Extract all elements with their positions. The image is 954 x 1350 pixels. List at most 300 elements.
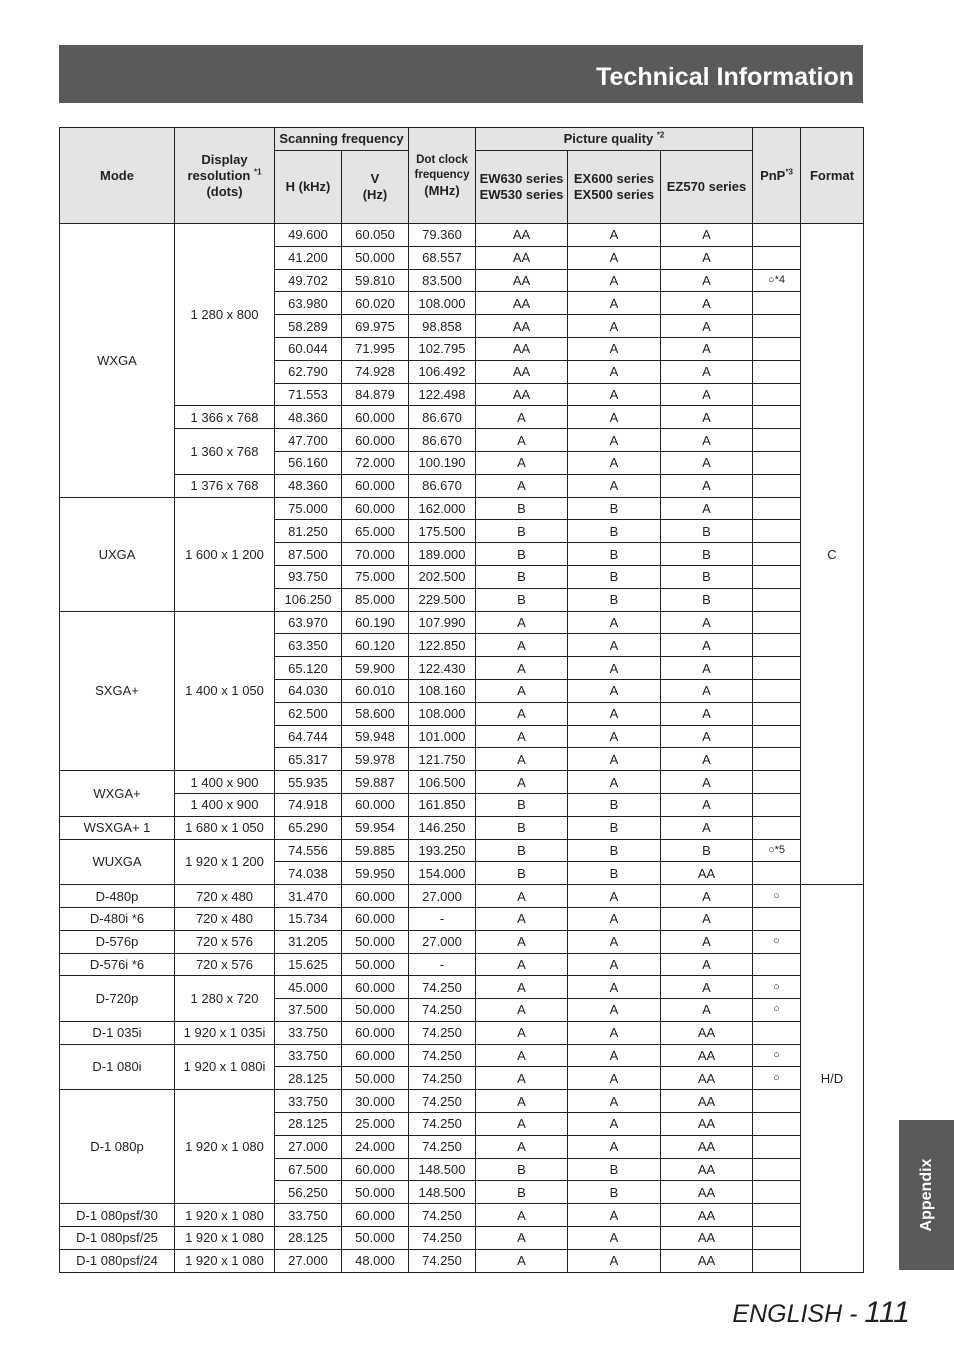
quality-ez-cell: B bbox=[661, 839, 753, 862]
quality-ew-cell: A bbox=[476, 702, 568, 725]
mode-cell: WUXGA bbox=[60, 839, 175, 885]
v-hz-cell: 60.050 bbox=[342, 224, 409, 247]
table-row bbox=[60, 976, 864, 999]
pnp-cell bbox=[753, 337, 801, 360]
v-hz-cell: 60.000 bbox=[342, 1158, 409, 1181]
mode-cell: D-1 080psf/30 bbox=[60, 1204, 175, 1227]
quality-ez-cell: A bbox=[661, 474, 753, 497]
h-khz-cell: 33.750 bbox=[275, 1090, 342, 1113]
quality-ez-cell: A bbox=[661, 793, 753, 816]
quality-ew-cell: AA bbox=[476, 383, 568, 406]
quality-ex-cell: A bbox=[568, 907, 661, 930]
table-row bbox=[60, 1090, 864, 1113]
quality-ez-cell: A bbox=[661, 816, 753, 839]
v-hz-cell: 60.000 bbox=[342, 976, 409, 999]
dot-clock-cell: 122.498 bbox=[409, 383, 476, 406]
dot-clock-cell: 27.000 bbox=[409, 885, 476, 908]
quality-ew-cell: AA bbox=[476, 292, 568, 315]
dot-clock-cell: 83.500 bbox=[409, 269, 476, 292]
mode-cell: D-1 035i bbox=[60, 1021, 175, 1044]
dot-clock-cell: 154.000 bbox=[409, 862, 476, 885]
dot-clock-cell: 162.000 bbox=[409, 497, 476, 520]
quality-ew-cell: B bbox=[476, 588, 568, 611]
quality-ex-cell: B bbox=[568, 1181, 661, 1204]
v-hz-cell: 60.000 bbox=[342, 406, 409, 429]
col-ez-series: EZ570 series bbox=[661, 151, 753, 224]
dot-clock-cell: 148.500 bbox=[409, 1181, 476, 1204]
resolution-cell: 1 600 x 1 200 bbox=[175, 497, 275, 611]
v-hz-cell: 59.950 bbox=[342, 862, 409, 885]
pnp-cell: ○ bbox=[753, 1044, 801, 1067]
col-ex-series-label: EX600 series EX500 series bbox=[573, 171, 655, 202]
pnp-cell bbox=[753, 497, 801, 520]
quality-ex-cell: A bbox=[568, 976, 661, 999]
dot-clock-cell: 102.795 bbox=[409, 337, 476, 360]
h-khz-cell: 49.702 bbox=[275, 269, 342, 292]
dot-clock-cell: 108.000 bbox=[409, 702, 476, 725]
h-khz-cell: 67.500 bbox=[275, 1158, 342, 1181]
v-hz-cell: 25.000 bbox=[342, 1113, 409, 1136]
quality-ew-cell: A bbox=[476, 1113, 568, 1136]
h-khz-cell: 27.000 bbox=[275, 1249, 342, 1272]
table-row bbox=[60, 839, 864, 862]
signal-list-table bbox=[59, 127, 864, 1273]
dot-clock-cell: 202.500 bbox=[409, 565, 476, 588]
v-hz-cell: 60.120 bbox=[342, 634, 409, 657]
h-khz-cell: 49.600 bbox=[275, 224, 342, 247]
quality-ew-cell: A bbox=[476, 1227, 568, 1250]
quality-ew-cell: A bbox=[476, 907, 568, 930]
pnp-cell bbox=[753, 771, 801, 794]
col-ex-series bbox=[568, 151, 661, 224]
table-row bbox=[60, 429, 864, 452]
col-scanning-frequency: Scanning frequency bbox=[275, 128, 409, 151]
pnp-cell bbox=[753, 816, 801, 839]
quality-ex-cell: A bbox=[568, 885, 661, 908]
quality-ew-cell: A bbox=[476, 953, 568, 976]
v-hz-cell: 24.000 bbox=[342, 1135, 409, 1158]
pnp-cell bbox=[753, 1135, 801, 1158]
resolution-cell: 1 920 x 1 080 bbox=[175, 1204, 275, 1227]
pnp-cell: ○ bbox=[753, 976, 801, 999]
quality-ew-cell: A bbox=[476, 657, 568, 680]
col-pnp-label: PnP bbox=[760, 167, 786, 183]
quality-ez-cell: A bbox=[661, 429, 753, 452]
footnote-2: *2 bbox=[656, 130, 665, 140]
resolution-cell: 720 x 576 bbox=[175, 930, 275, 953]
v-hz-cell: 60.000 bbox=[342, 907, 409, 930]
resolution-cell: 1 400 x 1 050 bbox=[175, 611, 275, 771]
dot-clock-cell: 100.190 bbox=[409, 451, 476, 474]
pnp-cell bbox=[753, 1181, 801, 1204]
h-khz-cell: 63.350 bbox=[275, 634, 342, 657]
quality-ez-cell: AA bbox=[661, 1158, 753, 1181]
v-hz-cell: 59.978 bbox=[342, 748, 409, 771]
col-display-resolution-label: Display resolution bbox=[187, 151, 251, 183]
quality-ex-cell: A bbox=[568, 1227, 661, 1250]
resolution-cell: 1 920 x 1 080 bbox=[175, 1227, 275, 1250]
footnote-1: *1 bbox=[253, 167, 262, 177]
quality-ez-cell: A bbox=[661, 657, 753, 680]
quality-ew-cell: B bbox=[476, 520, 568, 543]
v-hz-cell: 71.995 bbox=[342, 337, 409, 360]
h-khz-cell: 48.360 bbox=[275, 406, 342, 429]
quality-ez-cell: A bbox=[661, 497, 753, 520]
h-khz-cell: 71.553 bbox=[275, 383, 342, 406]
h-khz-cell: 28.125 bbox=[275, 1067, 342, 1090]
resolution-cell: 1 920 x 1 080 bbox=[175, 1249, 275, 1272]
h-khz-cell: 64.744 bbox=[275, 725, 342, 748]
table-row bbox=[60, 907, 864, 930]
quality-ez-cell: A bbox=[661, 269, 753, 292]
quality-ew-cell: B bbox=[476, 862, 568, 885]
dot-clock-cell: 101.000 bbox=[409, 725, 476, 748]
quality-ez-cell: A bbox=[661, 679, 753, 702]
h-khz-cell: 65.290 bbox=[275, 816, 342, 839]
footer-language: ENGLISH - bbox=[732, 1300, 865, 1328]
resolution-cell: 1 680 x 1 050 bbox=[175, 816, 275, 839]
quality-ew-cell: AA bbox=[476, 315, 568, 338]
quality-ez-cell: A bbox=[661, 246, 753, 269]
pnp-cell bbox=[753, 953, 801, 976]
col-v-label: V bbox=[370, 171, 380, 186]
quality-ew-cell: B bbox=[476, 793, 568, 816]
h-khz-cell: 48.360 bbox=[275, 474, 342, 497]
dot-clock-cell: 74.250 bbox=[409, 1204, 476, 1227]
pnp-cell bbox=[753, 1113, 801, 1136]
col-picture-quality bbox=[476, 128, 753, 151]
pnp-cell bbox=[753, 1204, 801, 1227]
dot-clock-cell: 108.000 bbox=[409, 292, 476, 315]
resolution-cell: 1 366 x 768 bbox=[175, 406, 275, 429]
h-khz-cell: 62.790 bbox=[275, 360, 342, 383]
quality-ex-cell: A bbox=[568, 1021, 661, 1044]
v-hz-cell: 69.975 bbox=[342, 315, 409, 338]
quality-ex-cell: A bbox=[568, 953, 661, 976]
v-hz-cell: 85.000 bbox=[342, 588, 409, 611]
quality-ez-cell: B bbox=[661, 543, 753, 566]
v-hz-cell: 48.000 bbox=[342, 1249, 409, 1272]
h-khz-cell: 15.734 bbox=[275, 907, 342, 930]
v-hz-cell: 70.000 bbox=[342, 543, 409, 566]
quality-ez-cell: A bbox=[661, 383, 753, 406]
pnp-cell: ○*5 bbox=[753, 839, 801, 862]
quality-ez-cell: A bbox=[661, 907, 753, 930]
col-ew-series bbox=[476, 151, 568, 224]
resolution-cell: 1 280 x 720 bbox=[175, 976, 275, 1022]
resolution-cell: 1 280 x 800 bbox=[175, 224, 275, 406]
col-mode: Mode bbox=[60, 128, 175, 224]
quality-ez-cell: A bbox=[661, 953, 753, 976]
appendix-side-tab bbox=[899, 1120, 954, 1270]
quality-ex-cell: A bbox=[568, 999, 661, 1022]
pnp-cell bbox=[753, 702, 801, 725]
dot-clock-cell: 74.250 bbox=[409, 999, 476, 1022]
quality-ew-cell: A bbox=[476, 1135, 568, 1158]
quality-ew-cell: A bbox=[476, 474, 568, 497]
h-khz-cell: 33.750 bbox=[275, 1021, 342, 1044]
h-khz-cell: 75.000 bbox=[275, 497, 342, 520]
v-hz-cell: 50.000 bbox=[342, 1067, 409, 1090]
table-header bbox=[60, 128, 864, 224]
quality-ew-cell: A bbox=[476, 999, 568, 1022]
quality-ex-cell: A bbox=[568, 771, 661, 794]
quality-ez-cell: A bbox=[661, 702, 753, 725]
v-hz-cell: 59.948 bbox=[342, 725, 409, 748]
col-dot-clock bbox=[409, 128, 476, 224]
quality-ex-cell: B bbox=[568, 816, 661, 839]
mode-cell: WXGA+ bbox=[60, 771, 175, 817]
dot-clock-cell: - bbox=[409, 953, 476, 976]
dot-clock-cell: 74.250 bbox=[409, 1227, 476, 1250]
h-khz-cell: 56.250 bbox=[275, 1181, 342, 1204]
h-khz-cell: 41.200 bbox=[275, 246, 342, 269]
quality-ew-cell: A bbox=[476, 429, 568, 452]
page-number: 111 bbox=[864, 1296, 910, 1329]
h-khz-cell: 60.044 bbox=[275, 337, 342, 360]
mode-cell: D-1 080i bbox=[60, 1044, 175, 1090]
dot-clock-cell: 107.990 bbox=[409, 611, 476, 634]
v-hz-cell: 60.000 bbox=[342, 885, 409, 908]
quality-ex-cell: A bbox=[568, 1067, 661, 1090]
quality-ez-cell: A bbox=[661, 976, 753, 999]
h-khz-cell: 62.500 bbox=[275, 702, 342, 725]
table-row bbox=[60, 1021, 864, 1044]
v-hz-cell: 72.000 bbox=[342, 451, 409, 474]
col-v-hz bbox=[342, 151, 409, 224]
quality-ew-cell: B bbox=[476, 816, 568, 839]
quality-ez-cell: AA bbox=[661, 1021, 753, 1044]
quality-ew-cell: AA bbox=[476, 224, 568, 247]
v-hz-cell: 30.000 bbox=[342, 1090, 409, 1113]
col-pnp bbox=[753, 128, 801, 224]
dot-clock-cell: 193.250 bbox=[409, 839, 476, 862]
resolution-cell: 1 920 x 1 200 bbox=[175, 839, 275, 885]
quality-ez-cell: A bbox=[661, 885, 753, 908]
quality-ew-cell: B bbox=[476, 497, 568, 520]
table-row bbox=[60, 1204, 864, 1227]
quality-ez-cell: A bbox=[661, 337, 753, 360]
quality-ez-cell: AA bbox=[661, 1067, 753, 1090]
mode-cell: D-1 080psf/24 bbox=[60, 1249, 175, 1272]
v-hz-cell: 50.000 bbox=[342, 999, 409, 1022]
h-khz-cell: 74.038 bbox=[275, 862, 342, 885]
pnp-cell bbox=[753, 1158, 801, 1181]
quality-ew-cell: A bbox=[476, 679, 568, 702]
quality-ex-cell: B bbox=[568, 520, 661, 543]
pnp-cell: ○ bbox=[753, 999, 801, 1022]
quality-ez-cell: B bbox=[661, 565, 753, 588]
quality-ew-cell: A bbox=[476, 451, 568, 474]
table-row bbox=[60, 497, 864, 520]
quality-ex-cell: A bbox=[568, 269, 661, 292]
h-khz-cell: 31.470 bbox=[275, 885, 342, 908]
v-hz-cell: 60.000 bbox=[342, 497, 409, 520]
pnp-cell bbox=[753, 1227, 801, 1250]
quality-ex-cell: A bbox=[568, 474, 661, 497]
quality-ez-cell: A bbox=[661, 406, 753, 429]
dot-clock-cell: 148.500 bbox=[409, 1158, 476, 1181]
h-khz-cell: 28.125 bbox=[275, 1113, 342, 1136]
pnp-cell bbox=[753, 611, 801, 634]
quality-ew-cell: A bbox=[476, 611, 568, 634]
quality-ez-cell: AA bbox=[661, 1044, 753, 1067]
v-hz-cell: 60.000 bbox=[342, 1044, 409, 1067]
v-hz-cell: 50.000 bbox=[342, 953, 409, 976]
dot-clock-cell: 106.500 bbox=[409, 771, 476, 794]
format-cell: C bbox=[801, 224, 864, 885]
quality-ex-cell: A bbox=[568, 292, 661, 315]
table-row bbox=[60, 930, 864, 953]
resolution-cell: 1 376 x 768 bbox=[175, 474, 275, 497]
resolution-cell: 720 x 480 bbox=[175, 907, 275, 930]
quality-ex-cell: A bbox=[568, 1135, 661, 1158]
dot-clock-cell: 79.360 bbox=[409, 224, 476, 247]
resolution-cell: 1 360 x 768 bbox=[175, 429, 275, 475]
table-row bbox=[60, 816, 864, 839]
h-khz-cell: 31.205 bbox=[275, 930, 342, 953]
mode-cell: D-576i *6 bbox=[60, 953, 175, 976]
quality-ex-cell: A bbox=[568, 337, 661, 360]
quality-ez-cell: B bbox=[661, 588, 753, 611]
mode-cell: D-720p bbox=[60, 976, 175, 1022]
table-row bbox=[60, 885, 864, 908]
col-ew-series-label: EW630 series EW530 series bbox=[479, 171, 564, 202]
quality-ex-cell: A bbox=[568, 451, 661, 474]
pnp-cell bbox=[753, 406, 801, 429]
pnp-cell bbox=[753, 1021, 801, 1044]
dot-clock-cell: 189.000 bbox=[409, 543, 476, 566]
quality-ex-cell: A bbox=[568, 360, 661, 383]
dot-clock-cell: 74.250 bbox=[409, 1135, 476, 1158]
table-body bbox=[60, 224, 864, 1273]
quality-ez-cell: AA bbox=[661, 1181, 753, 1204]
quality-ex-cell: B bbox=[568, 862, 661, 885]
quality-ex-cell: A bbox=[568, 429, 661, 452]
h-khz-cell: 33.750 bbox=[275, 1044, 342, 1067]
dot-clock-cell: 106.492 bbox=[409, 360, 476, 383]
quality-ew-cell: B bbox=[476, 1158, 568, 1181]
h-khz-cell: 63.970 bbox=[275, 611, 342, 634]
quality-ew-cell: AA bbox=[476, 246, 568, 269]
quality-ex-cell: A bbox=[568, 679, 661, 702]
quality-ez-cell: A bbox=[661, 748, 753, 771]
dot-clock-cell: 27.000 bbox=[409, 930, 476, 953]
pnp-cell bbox=[753, 246, 801, 269]
quality-ew-cell: A bbox=[476, 406, 568, 429]
quality-ez-cell: A bbox=[661, 451, 753, 474]
dot-clock-cell: 86.670 bbox=[409, 429, 476, 452]
mode-cell: WXGA bbox=[60, 224, 175, 498]
quality-ew-cell: A bbox=[476, 976, 568, 999]
mode-cell: D-1 080p bbox=[60, 1090, 175, 1204]
pnp-cell: ○ bbox=[753, 1067, 801, 1090]
quality-ew-cell: A bbox=[476, 1067, 568, 1090]
pnp-cell bbox=[753, 224, 801, 247]
page-footer bbox=[732, 1296, 910, 1330]
quality-ez-cell: AA bbox=[661, 1113, 753, 1136]
dot-clock-cell: 86.670 bbox=[409, 406, 476, 429]
table-row bbox=[60, 406, 864, 429]
table-row bbox=[60, 953, 864, 976]
quality-ez-cell: A bbox=[661, 292, 753, 315]
quality-ew-cell: A bbox=[476, 634, 568, 657]
v-hz-cell: 60.190 bbox=[342, 611, 409, 634]
quality-ex-cell: A bbox=[568, 1090, 661, 1113]
quality-ew-cell: AA bbox=[476, 360, 568, 383]
v-hz-cell: 59.954 bbox=[342, 816, 409, 839]
quality-ew-cell: B bbox=[476, 839, 568, 862]
quality-ex-cell: A bbox=[568, 1204, 661, 1227]
table-row bbox=[60, 1227, 864, 1250]
resolution-cell: 720 x 480 bbox=[175, 885, 275, 908]
resolution-cell: 1 920 x 1 035i bbox=[175, 1021, 275, 1044]
resolution-cell: 1 920 x 1 080i bbox=[175, 1044, 275, 1090]
quality-ex-cell: A bbox=[568, 246, 661, 269]
pnp-cell bbox=[753, 725, 801, 748]
pnp-cell bbox=[753, 383, 801, 406]
pnp-cell bbox=[753, 907, 801, 930]
page-title: Technical Information bbox=[596, 63, 854, 91]
v-hz-cell: 60.010 bbox=[342, 679, 409, 702]
h-khz-cell: 93.750 bbox=[275, 565, 342, 588]
mode-cell: UXGA bbox=[60, 497, 175, 611]
table-row bbox=[60, 611, 864, 634]
table-row bbox=[60, 793, 864, 816]
quality-ez-cell: AA bbox=[661, 862, 753, 885]
quality-ex-cell: B bbox=[568, 793, 661, 816]
resolution-cell: 1 400 x 900 bbox=[175, 771, 275, 794]
resolution-cell: 1 920 x 1 080 bbox=[175, 1090, 275, 1204]
dot-clock-cell: 98.858 bbox=[409, 315, 476, 338]
v-hz-cell: 60.020 bbox=[342, 292, 409, 315]
h-khz-cell: 74.918 bbox=[275, 793, 342, 816]
quality-ex-cell: B bbox=[568, 839, 661, 862]
mode-cell: WSXGA+ 1 bbox=[60, 816, 175, 839]
dot-clock-cell: 74.250 bbox=[409, 1090, 476, 1113]
dot-clock-cell: 74.250 bbox=[409, 1113, 476, 1136]
quality-ex-cell: A bbox=[568, 725, 661, 748]
h-khz-cell: 65.120 bbox=[275, 657, 342, 680]
table-row bbox=[60, 474, 864, 497]
quality-ew-cell: A bbox=[476, 1204, 568, 1227]
dot-clock-cell: 74.250 bbox=[409, 1067, 476, 1090]
dot-clock-cell: 74.250 bbox=[409, 1249, 476, 1272]
h-khz-cell: 74.556 bbox=[275, 839, 342, 862]
quality-ex-cell: A bbox=[568, 657, 661, 680]
quality-ex-cell: B bbox=[568, 588, 661, 611]
mode-cell: D-480i *6 bbox=[60, 907, 175, 930]
v-hz-cell: 84.879 bbox=[342, 383, 409, 406]
quality-ew-cell: B bbox=[476, 1181, 568, 1204]
v-hz-cell: 59.885 bbox=[342, 839, 409, 862]
v-hz-cell: 59.810 bbox=[342, 269, 409, 292]
quality-ez-cell: A bbox=[661, 771, 753, 794]
quality-ez-cell: A bbox=[661, 725, 753, 748]
resolution-cell: 1 400 x 900 bbox=[175, 793, 275, 816]
h-khz-cell: 106.250 bbox=[275, 588, 342, 611]
quality-ex-cell: A bbox=[568, 1113, 661, 1136]
quality-ew-cell: B bbox=[476, 543, 568, 566]
dot-clock-cell: - bbox=[409, 907, 476, 930]
h-khz-cell: 37.500 bbox=[275, 999, 342, 1022]
dot-clock-cell: 175.500 bbox=[409, 520, 476, 543]
pnp-cell bbox=[753, 292, 801, 315]
quality-ex-cell: B bbox=[568, 497, 661, 520]
page-header-bar bbox=[59, 45, 863, 103]
v-hz-cell: 58.600 bbox=[342, 702, 409, 725]
pnp-cell bbox=[753, 657, 801, 680]
